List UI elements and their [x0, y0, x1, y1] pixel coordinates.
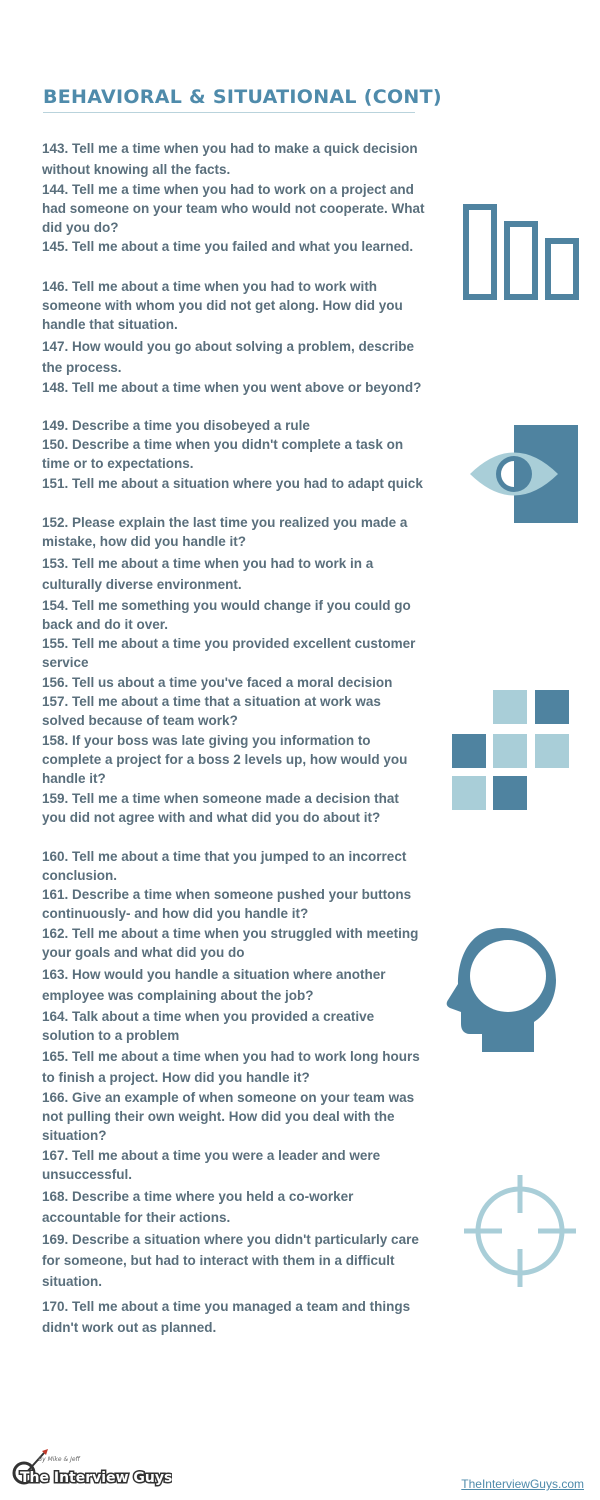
question-160: 160. Tell me about a time that you jumped to an incorrect conclusion.: [42, 849, 407, 883]
question-162: 162. Tell me about a time when you struggled with meeting your goals and what did you do: [42, 926, 419, 960]
page-title: BEHAVIORAL & SITUATIONAL (CONT): [43, 86, 415, 113]
question-166: 166. Give an example of when someone on your team was not pulling their own weight. How did you deal with the situation?: [42, 1090, 415, 1143]
question-156: 156. Tell us about a time you've faced a moral decision: [42, 675, 393, 690]
eye-icon: [468, 425, 578, 523]
question-148: 148. Tell me about a time when you went above or beyond?: [42, 380, 422, 395]
question-163: 163. How would you handle a situation where another employee was complaining about the job?: [42, 967, 386, 1003]
question-165: 165. Tell me about a time when you had to work long hours to finish a project. How did you handle it?: [42, 1049, 420, 1085]
question-147: 147. How would you go about solving a problem, describe the process.: [42, 339, 415, 375]
question-169: 169. Describe a situation where you didn't particularly care for someone, but had to interact with them in a difficult situation.: [42, 1232, 419, 1289]
question-159: 159. Tell me a time when someone made a decision that you did not agree with and what did you do about it?: [42, 791, 399, 825]
crosshair-icon: [462, 1173, 578, 1289]
grid-blocks-icon: [452, 688, 572, 812]
question-152: 152. Please explain the last time you realized you made a mistake, how did you handle it?: [42, 515, 408, 549]
question-154: 154. Tell me something you would change if you could go back and do it over.: [42, 598, 411, 632]
question-158: 158. If your boss was late giving you information to complete a project for a boss 2 levels up, how would you handle it?: [42, 733, 408, 786]
question-144: 144. Tell me a time when you had to work on a project and had someone on your team who would not cooperate. What did you do?: [42, 182, 425, 235]
question-151: 151. Tell me about a situation where you had to adapt quick: [42, 476, 423, 491]
interview-guys-logo: [12, 1447, 172, 1489]
head-profile-icon: [444, 926, 560, 1054]
question-143: 143. Tell me a time when you had to make a quick decision without knowing all the facts.: [42, 141, 418, 177]
question-161: 161. Describe a time when someone pushed your buttons continuously- and how did you handle it?: [42, 887, 412, 921]
logo-tagline: By Mike & Jeff: [38, 1456, 80, 1463]
question-167: 167. Tell me about a time you were a leader and were unsuccessful.: [42, 1148, 381, 1182]
question-168: 168. Describe a time where you held a co-worker accountable for their actions.: [42, 1189, 354, 1225]
question-150: 150. Describe a time when you didn't complete a task on time or to expectations.: [42, 437, 404, 471]
question-153: 153. Tell me about a time when you had to work in a culturally diverse environment.: [42, 556, 374, 592]
bar-chart-icon: [462, 204, 582, 302]
question-170: 170. Tell me about a time you managed a team and things didn't work out as planned.: [42, 1299, 411, 1335]
question-146: 146. Tell me about a time when you had to work with someone with whom you did not get along. How did you handle that situation.: [42, 279, 403, 332]
logo-text: The Interview Guys: [20, 1470, 172, 1486]
website-link[interactable]: TheInterviewGuys.com: [461, 1477, 584, 1491]
question-155: 155. Tell me about a time you provided excellent customer service: [42, 636, 416, 670]
question-145: 145. Tell me about a time you failed and what you learned.: [42, 239, 414, 254]
question-164: 164. Talk about a time when you provided a creative solution to a problem: [42, 1009, 375, 1043]
question-157: 157. Tell me about a time that a situation at work was solved because of team work?: [42, 694, 381, 728]
question-149: 149. Describe a time you disobeyed a rule: [42, 418, 310, 433]
